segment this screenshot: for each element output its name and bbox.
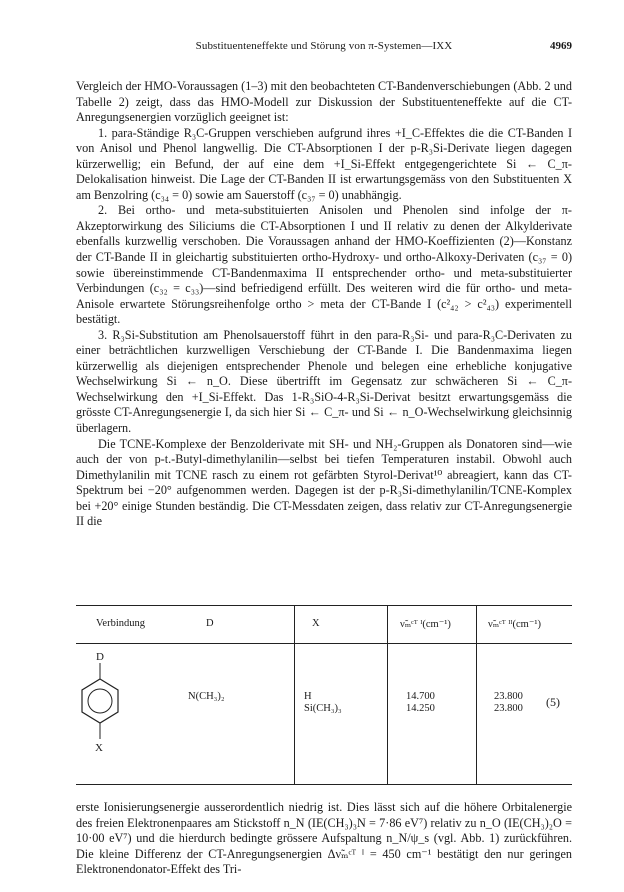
- running-title: Substituenteneffekte und Störung von π-Systemen—IXX: [195, 40, 453, 52]
- header-substituent: X: [312, 618, 320, 629]
- body-text: [76, 79, 572, 530]
- page-number: 4969: [550, 40, 572, 52]
- structure-label-d: D: [96, 651, 104, 663]
- paragraph-point-2: 2. Bei ortho- und meta-substituierten Anisolen und Phenolen sind infolge der π-Akzeptorwirkung des Siliciums die CT-Absorptionen I und II relativ zu denen der Alkylderivate ebenfalls kurzwellig verschoben. Die Voraussagen anhand der HMO-Koeffizienten (2)—Konstanz der CT-Bande II in gleichartig substituierten ortho-Hydroxy- und ortho-Alkoxy-Derivaten (c₃₇ = 0) sowie übereinstimmende CT-Bandenmaxima II entsprechender ortho- und meta-substituierter Verbindungen (c₃₂ = c₃₃)—sind befriedigend erfüllt. Des weiteren wird die für ortho- und meta-Anisole erwartete Störungsreihenfolge ortho > meta der CT-Bande I (c²₄₂ > c²₄₃) experimentell bestätigt.: [76, 203, 572, 327]
- equation-number: (5): [546, 695, 560, 709]
- row-1-x: H: [304, 691, 312, 702]
- paragraph-intro: Vergleich der HMO-Voraussagen (1–3) mit den beobachteten CT-Bandenverschiebungen (Abb. 2 und Tabelle 2) zeigt, dass das HMO-Modell zur Diskussion der Substituenteneffekte auf die CT-Anregungsenergien vorzüglich geeignet ist:: [76, 79, 572, 125]
- paragraph-tcne: Die TCNE-Komplexe der Benzolderivate mit SH- und NH₂-Gruppen als Donatoren sind—wie auch der von p-t.-Butyl-dimethylanilin—selbst bei tiefen Temperaturen instabil. Obwohl auch Dimethylanilin mit TCNE rasch zu einem rot gefärbten Styrol-Derivat¹⁰ abreagiert, kann das CT-Spektrum bei −20° aufgenommen werden. Dagegen ist der p-R₃Si-dimethylanilin/TCNE-Komplex bei +20° einige Stunden beständig. Die CT-Messdaten zeigen, dass relativ zur CT-Anregungsenergie II die: [76, 436, 572, 529]
- paragraph-point-3: 3. R₃Si-Substitution am Phenolsauerstoff führt in den para-R₃Si- und para-R₃C-Derivaten zu einer beträchtlichen kurzwelligen Verschiebung der CT-Bande I. Die Bandenmaxima liegen kürzerwellig als diejenigen entsprechender Phenole und belegen eine erhebliche konjugative Wechselwirkung Si ← n_O. Diese übertrifft im Gegensatz zur schwächeren Si ← C_π-Wechselwirkung den +I_Si-Effekt. Das 1-R₃SiO-4-R₃Si-Derivat besitzt erwartungsgemäss die grösste CT-Anregungsenergie I, da sich hier Si ← C_π- und Si ← n_O-Wechselwirkung gleichsinnig überlagern.: [76, 327, 572, 436]
- table-header-rule: [76, 643, 572, 644]
- data-table: [76, 605, 572, 785]
- benzene-ring-structure: [76, 663, 136, 757]
- continuation-text: [76, 800, 572, 878]
- row-2-band-2: 23.800: [494, 703, 523, 714]
- page-header: [76, 40, 572, 56]
- row-1-band-2: 23.800: [494, 691, 523, 702]
- paragraph-continuation: erste Ionisierungsenergie ausserordentlich niedrig ist. Dies lässt sich auf die höhere Orbitalenergie des freien Elektronenpaares am Stickstoff n_N (IE(CH₃)₃N = 7·86 eV⁷) relativ zu n_O (IE(CH₃)₂O = 10·00 eV⁷) und die hierdurch bedingte grössere Aufspaltung n_N/ψ_s (vgl. Abb. 1) zurückführen. Die kleine Differenz der CT-Anregungsenergien Δν̃ₘᶜᵀ ᴵ = 450 cm⁻¹ bestätigt den nur geringen Elektronendonator-Effekt des Tri-: [76, 800, 572, 877]
- paragraph-point-1: 1. para-Ständige R₃C-Gruppen verschieben aufgrund ihres +I_C-Effektes die die CT-Banden I von Anisol und Phenol langwellig. Die CT-Absorptionen I der p-R₃Si-Derivate liegen dagegen kürzerwellig; ein Befund, der auf eine dem +I_Si-Effekt entgegengerichtete Si ← C_π-Delokalisation hinweist. Die Lage der CT-Banden II ist erwartungsgemäss von den Substituenten X am Benzolring (c₃₄ = 0) sowie am Sauerstoff (c₃₇ = 0) unabhängig.: [76, 125, 572, 202]
- table-divider-1: [294, 605, 295, 784]
- table-divider-3: [476, 605, 477, 784]
- table-bottom-rule: [76, 784, 572, 785]
- table-divider-2: [387, 605, 388, 784]
- header-band-2: ν̃ₘᶜᵀ ᴵᴵ(cm⁻¹): [488, 619, 542, 630]
- structure-label-x: X: [95, 742, 103, 754]
- row-2-band-1: 14.250: [406, 703, 435, 714]
- donor-value: N(CH₃)₂: [188, 691, 225, 702]
- header-band-1: ν̃ₘᶜᵀ ᴵ(cm⁻¹): [400, 619, 451, 630]
- table-top-rule: [76, 605, 572, 606]
- row-1-band-1: 14.700: [406, 691, 435, 702]
- row-2-x: Si(CH₃)₃: [304, 703, 342, 714]
- header-donor: D: [206, 618, 214, 629]
- header-compound: Verbindung: [96, 618, 145, 629]
